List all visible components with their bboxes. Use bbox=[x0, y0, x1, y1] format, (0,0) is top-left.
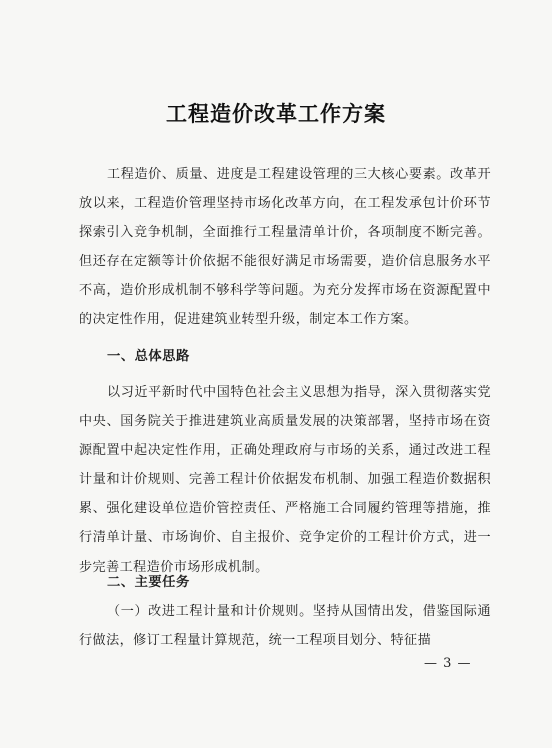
main-tasks-paragraph: （一）改进工程计量和计价规则。坚持从国情出发，借鉴国际通行做法，修订工程量计算规范，统一工程项目划分、特征描 bbox=[79, 604, 491, 649]
section-heading-main-tasks: 二、主要任务 bbox=[107, 575, 190, 590]
intro-paragraph: 工程造价、质量、进度是工程建设管理的三大核心要素。改革开放以来，工程造价管理坚持市场化改革方向，在工程发承包计价环节探索引入竞争机制，全面推行工程量清单计价，各项制度不断完善。但还存在定额等计价依据不能很好满足市场需要，造价信息服务水平不高，造价形成机制不够科学等问题。为充分发挥市场在资源配置中的决定性作用，促进建筑业转型升级，制定本工作方案。 bbox=[79, 167, 491, 328]
page-number: — 3 — bbox=[424, 656, 472, 671]
overall-approach-paragraph: 以习近平新时代中国特色社会主义思想为指导，深入贯彻落实党中央、国务院关于推进建筑业高质量发展的决策部署，坚持市场在资源配置中起决定性作用，正确处理政府与市场的关系，通过改进工程计量和计价规则、完善工程计价依据发布机制、加强工程造价数据积累、强化建设单位造价管控责任、严格施工合同履约管理等措施，推行清单计量、市场询价、自主报价、竞争定价的工程计价方式，进一步完善工程造价市场形成机制。 bbox=[79, 385, 491, 575]
document-title: 工程造价改革工作方案 bbox=[166, 101, 386, 126]
section-heading-overall-approach: 一、总体思路 bbox=[107, 349, 190, 364]
